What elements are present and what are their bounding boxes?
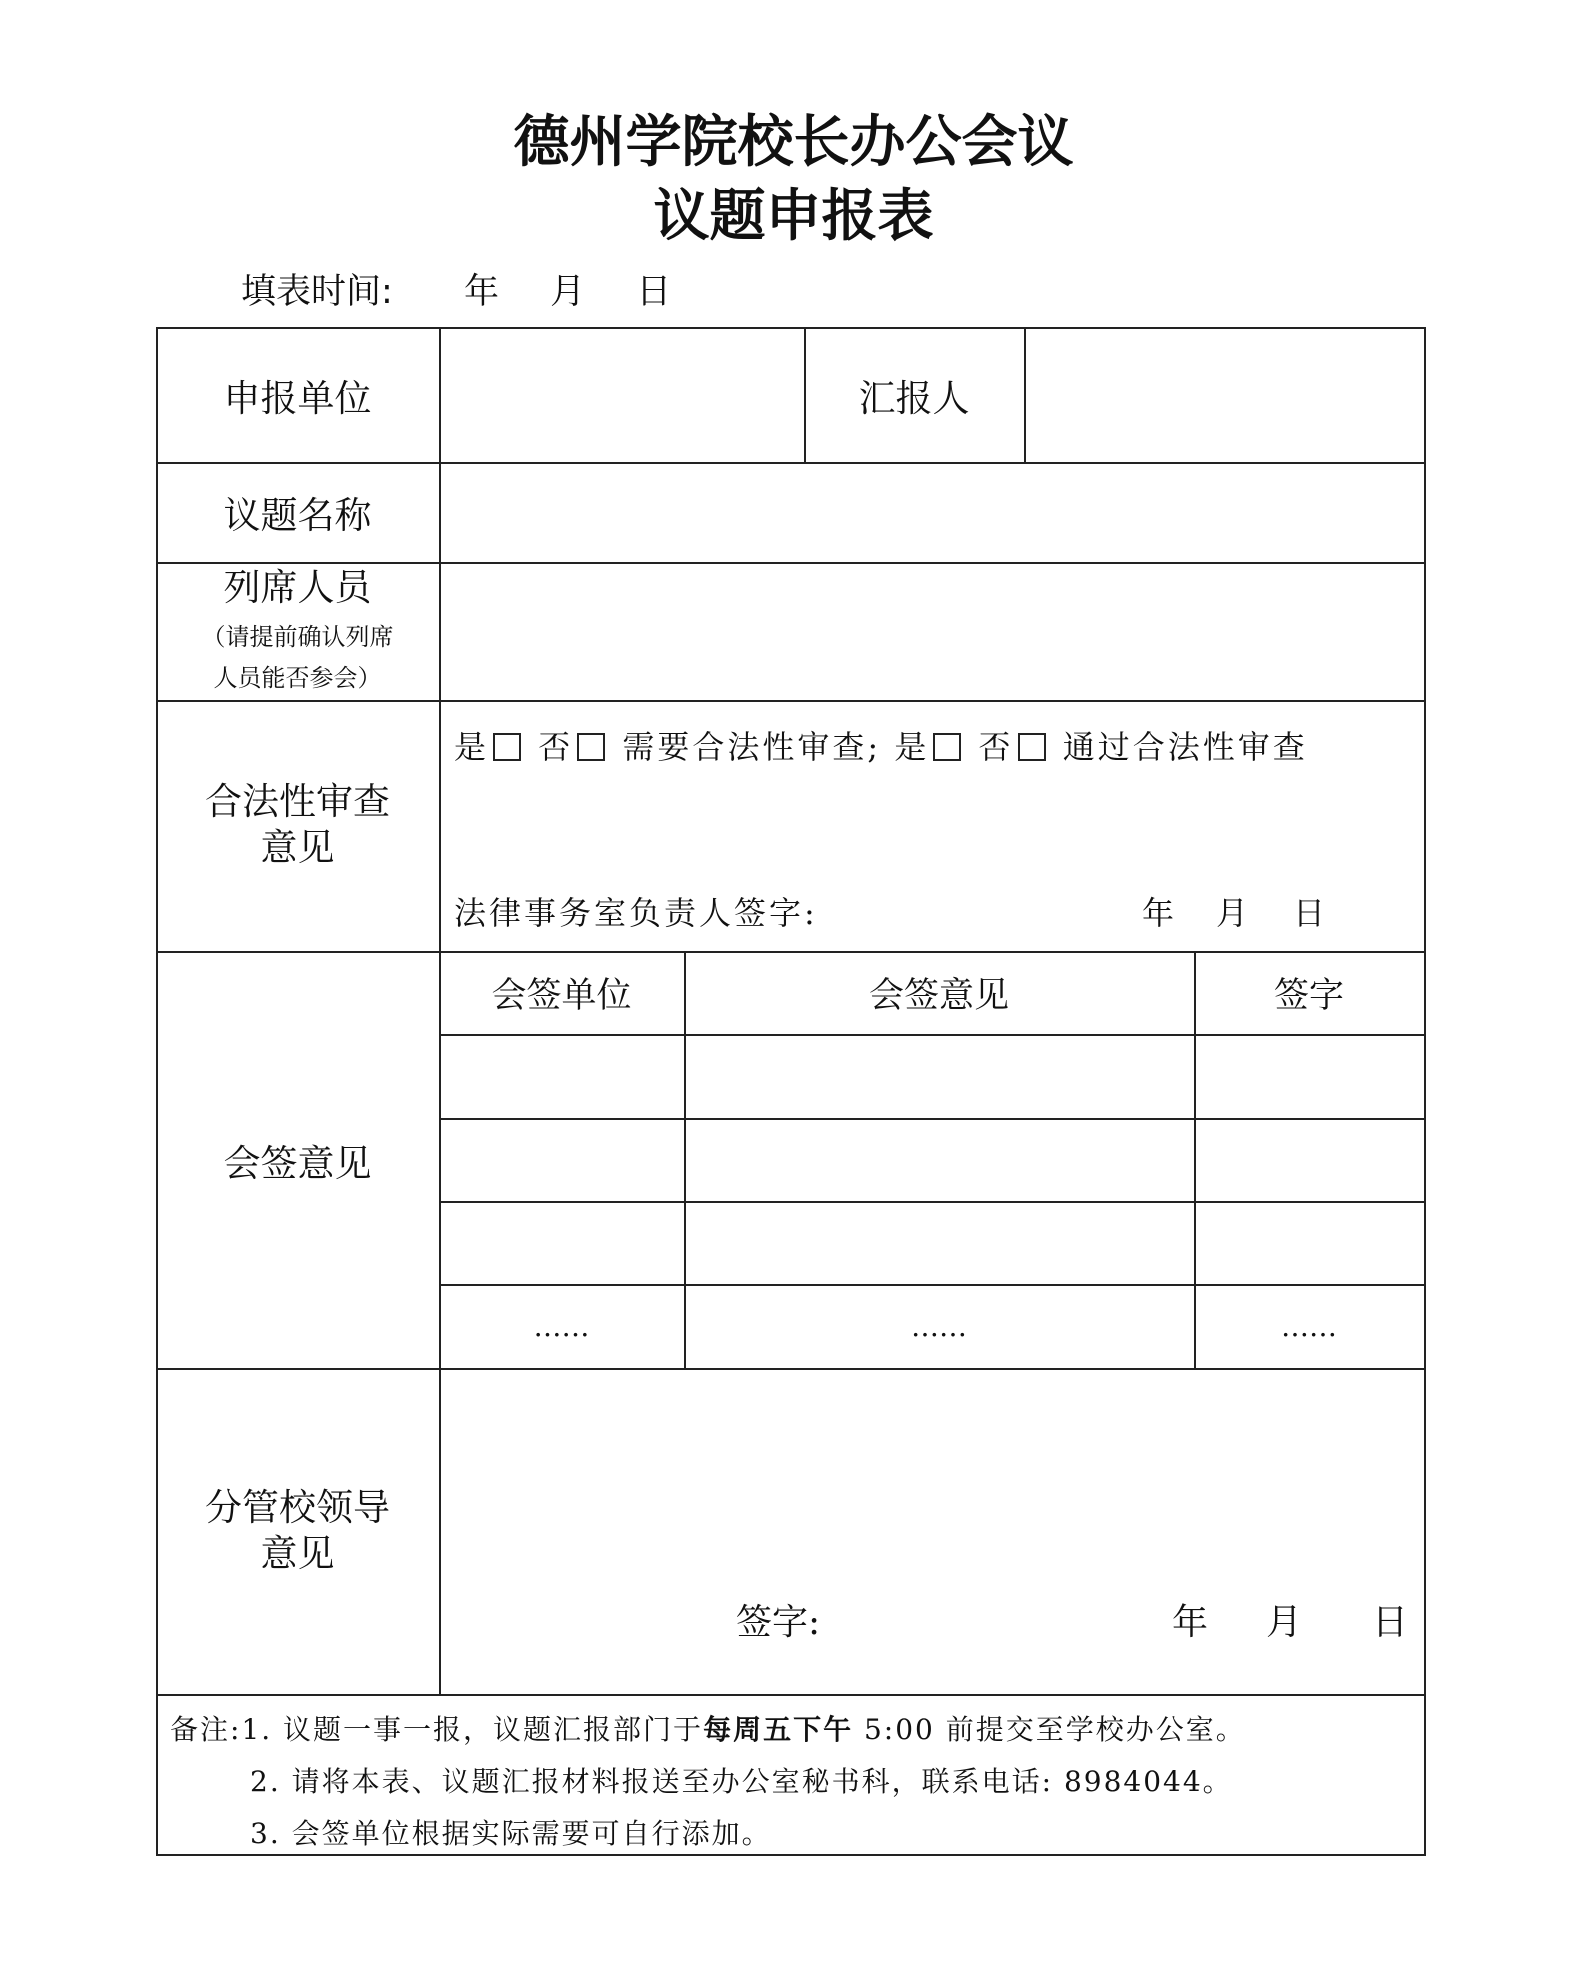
label-topic: 议题名称 xyxy=(223,494,372,537)
label-leader-2: 意见 xyxy=(260,1532,335,1575)
label-legal: 合法性审查 xyxy=(205,780,390,823)
no-label: 否 xyxy=(538,728,574,766)
label-legal-2: 意见 xyxy=(260,826,335,869)
fill-time-label: 填表时间: xyxy=(241,272,393,312)
yes-label: 是 xyxy=(454,728,490,766)
yes-label-2: 是 xyxy=(894,728,930,766)
fill-month: 月 xyxy=(550,272,586,312)
legal-year: 年 xyxy=(1142,894,1175,932)
label-countersign: 会签意见 xyxy=(223,1142,372,1185)
leader-month: 月 xyxy=(1266,1602,1303,1643)
unit-field[interactable] xyxy=(441,329,804,462)
label-leader: 分管校领导 xyxy=(205,1486,390,1529)
pass-review-text: 通过合法性审查 xyxy=(1062,728,1308,766)
header-signature: 签字 xyxy=(1273,975,1344,1016)
ellipsis-unit: …… xyxy=(533,1309,590,1343)
pass-review-yes-checkbox[interactable] xyxy=(933,733,961,761)
label-attendees: 列席人员 xyxy=(223,566,372,609)
note-prefix: 备注: xyxy=(170,1713,242,1746)
legal-signer: 法律事务室负责人签字: xyxy=(454,894,818,932)
need-review-no-checkbox[interactable] xyxy=(577,733,605,761)
reporter-field[interactable] xyxy=(1026,329,1424,462)
need-review-yes-checkbox[interactable] xyxy=(493,733,521,761)
leader-sign-label: 签字: xyxy=(736,1602,821,1643)
need-review-text: 需要合法性审查; xyxy=(622,728,882,766)
note-2: 2. 请将本表、议题汇报材料报送至办公室秘书科，联系电话: 8984044。 xyxy=(250,1765,1233,1798)
legal-month: 月 xyxy=(1216,894,1249,932)
fill-year: 年 xyxy=(463,272,499,312)
legal-day: 日 xyxy=(1293,894,1326,932)
ellipsis-signature: …… xyxy=(1281,1309,1337,1343)
note-1-deadline: 每周五下午 xyxy=(703,1713,854,1746)
leader-day: 日 xyxy=(1372,1602,1409,1643)
title-line2: 议题申报表 xyxy=(653,183,934,249)
attendees-note-2: 人员能否参会） xyxy=(213,664,382,692)
ellipsis-opinion: …… xyxy=(911,1309,967,1343)
header-countersign-unit: 会签单位 xyxy=(491,975,632,1016)
header-countersign-opinion: 会签意见 xyxy=(868,975,1009,1016)
legal-options xyxy=(454,722,1308,768)
no-label-2: 否 xyxy=(978,728,1014,766)
attendees-field[interactable] xyxy=(441,564,1424,700)
leader-year: 年 xyxy=(1172,1602,1209,1643)
title-line1: 德州学院校长办公会议 xyxy=(513,109,1074,175)
note-3: 3. 会签单位根据实际需要可自行添加。 xyxy=(250,1817,772,1850)
note-1-a: 1. 议题一事一报，议题汇报部门于 xyxy=(241,1713,704,1746)
note-1-c: 5:00 前提交至学校办公室。 xyxy=(853,1713,1246,1746)
attendees-note-1: （请提前确认列席 xyxy=(201,623,394,651)
pass-review-no-checkbox[interactable] xyxy=(1018,733,1046,761)
fill-time xyxy=(241,264,671,314)
topic-field[interactable] xyxy=(441,464,1424,562)
label-unit: 申报单位 xyxy=(223,377,372,420)
fill-day: 日 xyxy=(636,272,672,312)
label-reporter: 汇报人 xyxy=(858,377,970,420)
note-1 xyxy=(170,1708,1246,1748)
